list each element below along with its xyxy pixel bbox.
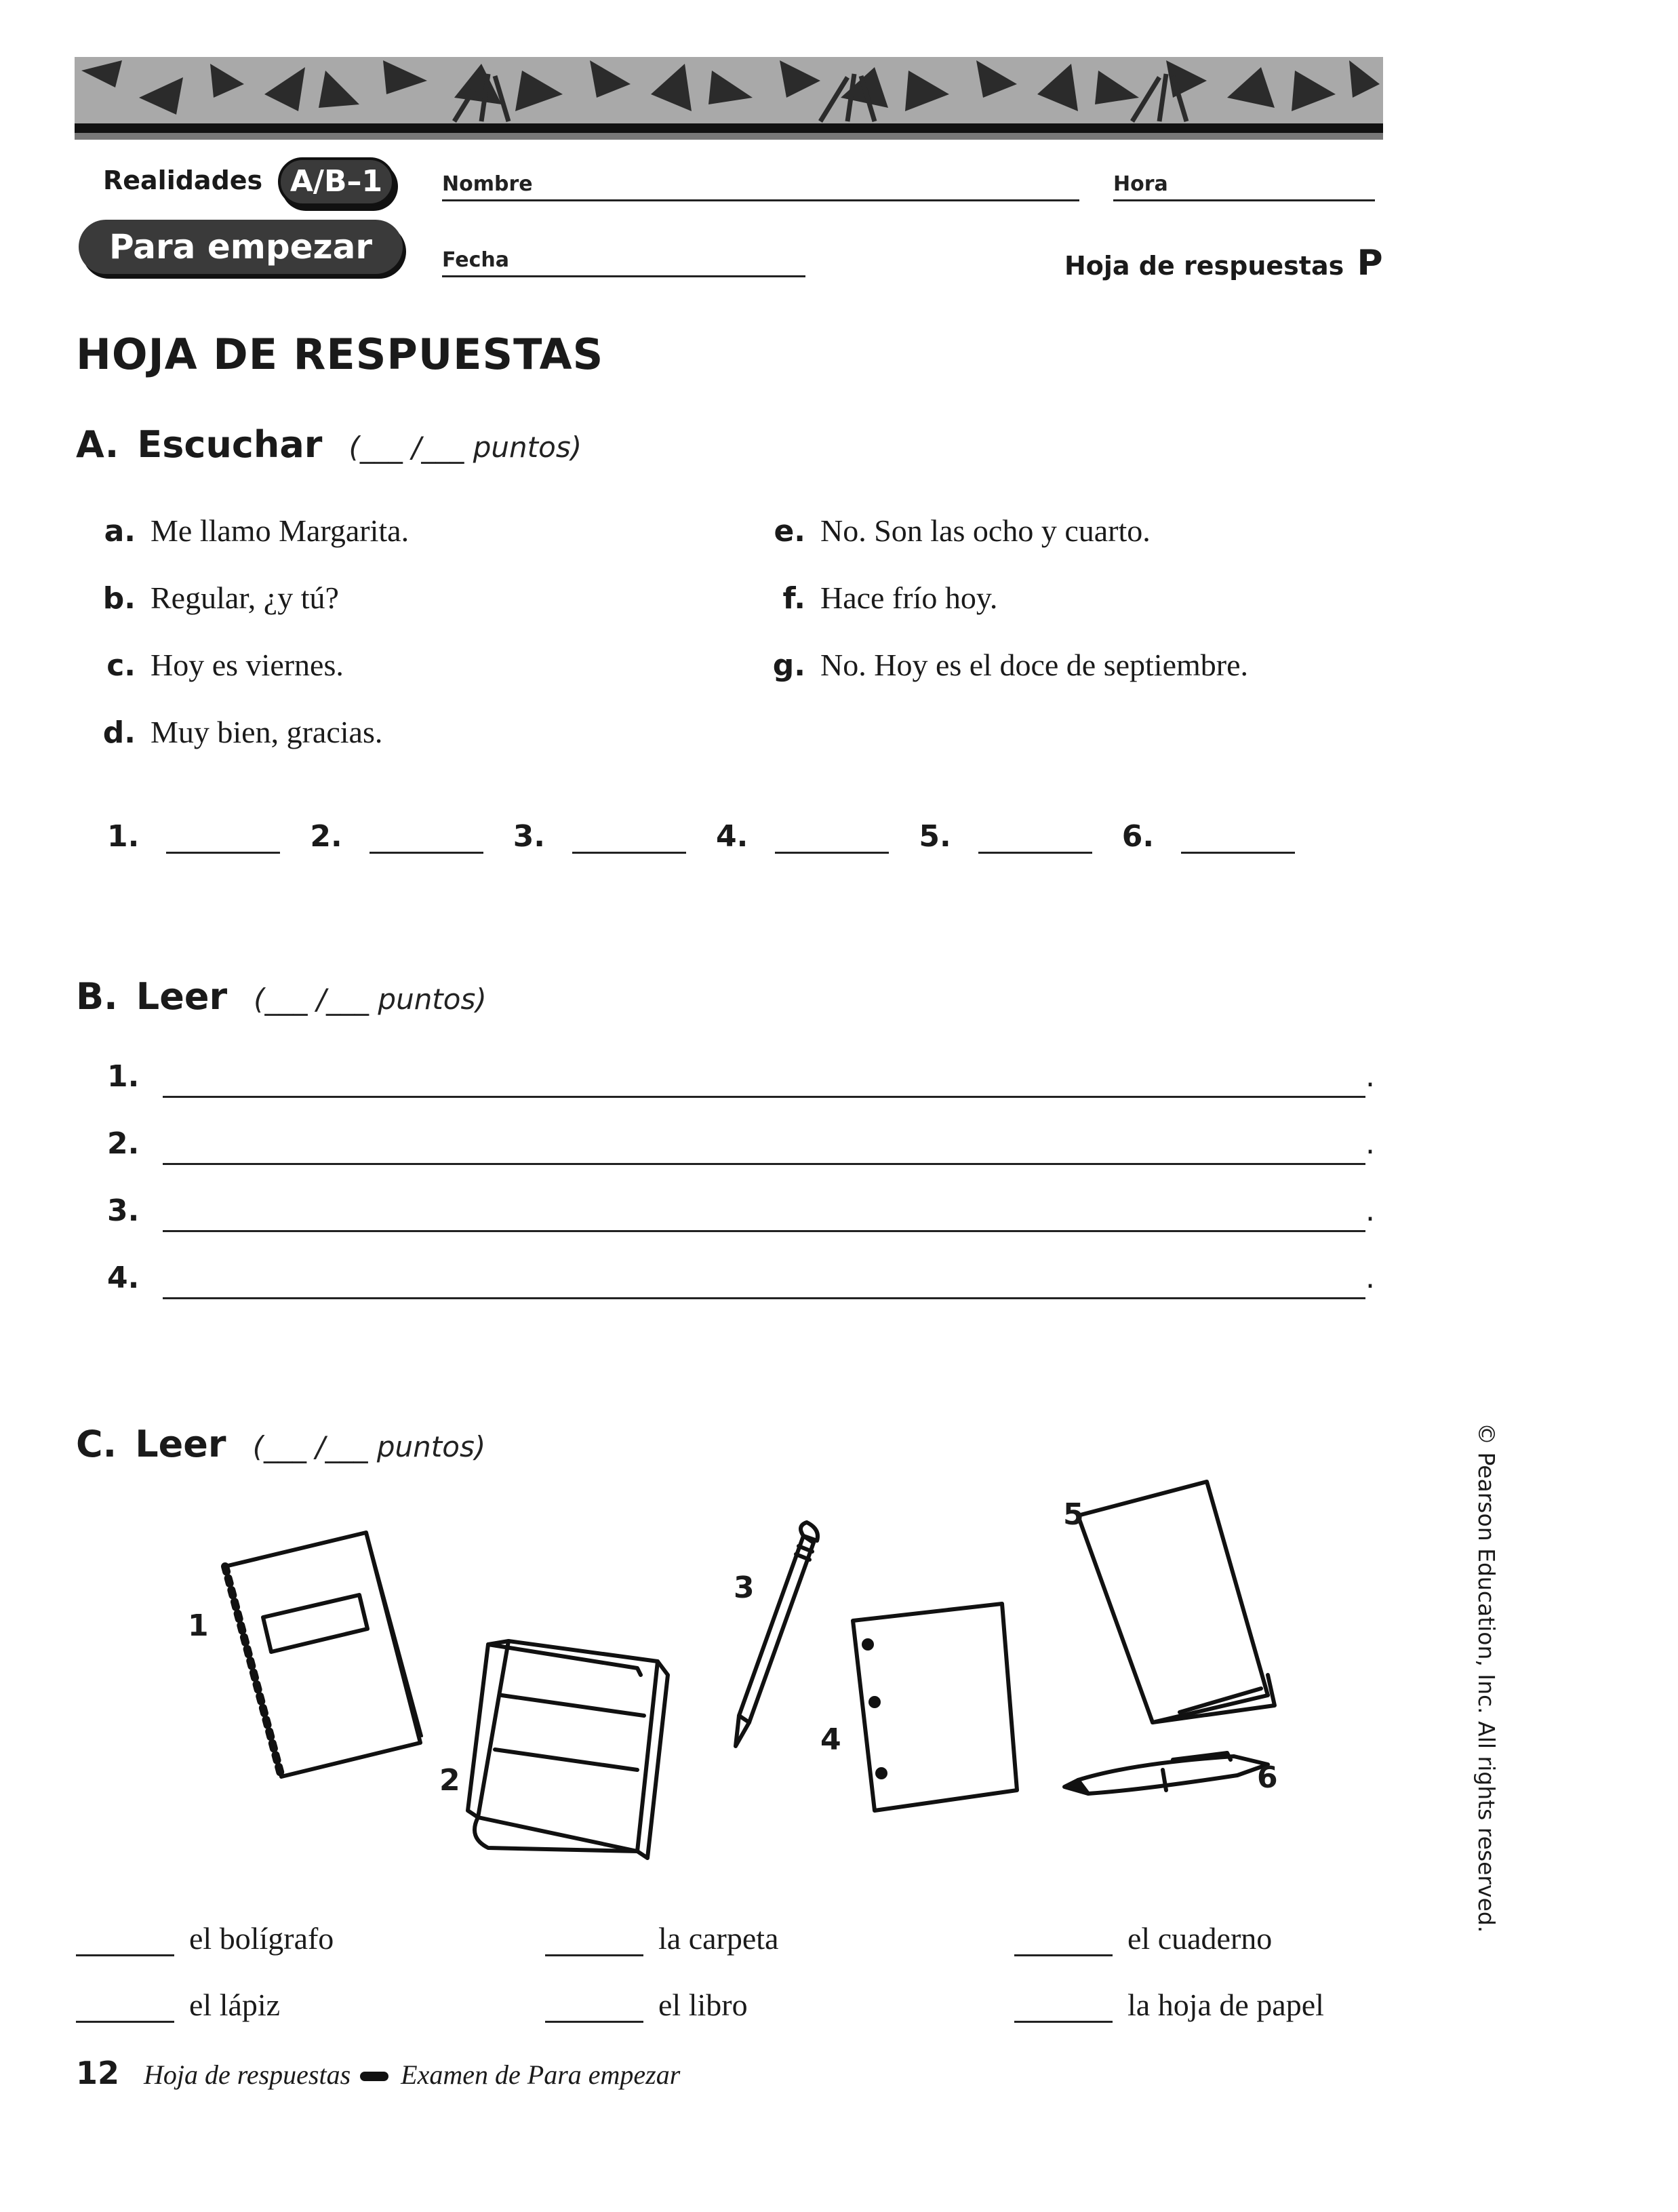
option-letter: d. [102,715,136,750]
vocab-blank[interactable] [1014,1920,1113,1956]
level-badge: A/B–1 [278,157,395,206]
section-c-points: (___ /___ puntos) [252,1430,486,1463]
answer-blank-1[interactable] [166,818,280,854]
section-a-answers [107,818,1295,854]
answer-number: 4. [716,819,748,854]
nombre-field[interactable] [442,170,1079,201]
answer-sheet-text: Hoja de respuestas [1064,251,1344,281]
vocab-item [545,1920,778,1956]
option-item [75,714,409,781]
answer-blank-2[interactable] [369,818,483,854]
option-letter: a. [104,514,136,549]
answer-number: 1. [107,819,140,854]
section-c-title: Leer [135,1423,226,1465]
option-text: Regular, ¿y tú? [151,580,339,615]
page-number: 12 [76,2055,120,2091]
section-c-letter: C. [76,1423,117,1465]
school-supplies-illustration [169,1472,1322,1878]
section-a-heading [76,423,582,466]
answer-sheet-label [1064,243,1383,283]
option-text: No. Hoy es el doce de septiembre. [820,648,1249,682]
option-letter: g. [772,648,805,683]
answer-blank-4[interactable] [775,818,889,854]
write-line-1[interactable] [163,1059,1365,1098]
fecha-label: Fecha [442,248,510,272]
row-number: 3. [107,1193,140,1228]
answer-blank-5[interactable] [978,818,1092,854]
write-row [107,1261,1375,1328]
option-text: Muy bien, gracias. [151,715,383,749]
option-item [744,647,1248,714]
vocab-word: el libro [658,1988,748,2022]
vocab-blank[interactable] [1014,1987,1113,2023]
nombre-label: Nombre [442,172,533,196]
page-footer [76,2055,680,2091]
section-a-points: (___ /___ puntos) [348,431,582,464]
option-item [744,580,1248,647]
picture-number-1: 1 [188,1608,209,1643]
vocab-blank[interactable] [545,1920,643,1956]
option-letter: e. [774,514,805,549]
paper-drawing [853,1604,1017,1811]
answer-number: 5. [919,819,951,854]
row-number: 1. [107,1059,140,1094]
section-b-heading [76,975,487,1018]
picture-number-4: 4 [820,1722,841,1757]
section-a-options-right [744,513,1248,714]
section-b-points: (___ /___ puntos) [254,983,487,1016]
write-line-3[interactable] [163,1193,1365,1232]
answer-blank-3[interactable] [572,818,686,854]
section-c-heading [76,1423,485,1465]
pencil-drawing [736,1522,818,1746]
folder-drawing [1078,1482,1275,1722]
footer-right-text: Examen de Para empezar [401,2059,681,2090]
hora-field[interactable] [1113,170,1375,201]
write-row [107,1059,1375,1126]
write-row [107,1126,1375,1193]
option-text: Hoy es viernes. [151,648,344,682]
section-a-letter: A. [76,423,119,466]
option-item [744,513,1248,580]
section-a-options-left [75,513,409,781]
series-label: Realidades [103,165,263,195]
option-letter: f. [782,581,805,616]
footer-separator [360,2072,388,2081]
row-end-mark: . [1365,1261,1375,1295]
write-line-2[interactable] [163,1126,1365,1165]
vocab-item [76,1987,280,2023]
vocab-word: el lápiz [189,1988,281,2022]
vocab-word: la hoja de papel [1127,1988,1324,2022]
option-letter: b. [102,581,136,616]
option-text: Hace frío hoy. [820,580,998,615]
picture-number-5: 5 [1063,1497,1084,1532]
write-line-4[interactable] [163,1261,1365,1299]
vocab-blank[interactable] [76,1987,174,2023]
option-item [75,647,409,714]
picture-number-3: 3 [734,1571,755,1605]
notebook-drawing [225,1533,422,1777]
header-decorative-banner [75,57,1383,140]
option-item [75,513,409,580]
book-drawing [468,1641,668,1858]
chapter-badge: Para empezar [79,220,403,274]
copyright-notice: © Pearson Education, Inc. All rights reserved. [1473,1423,1500,1933]
vocab-word: el cuaderno [1127,1921,1273,1956]
section-b-title: Leer [136,975,228,1018]
vocab-blank[interactable] [76,1920,174,1956]
vocab-item [545,1987,748,2023]
answer-number: 6. [1121,819,1155,854]
row-end-mark: . [1365,1193,1375,1228]
vocab-word: la carpeta [658,1921,779,1956]
option-item [75,580,409,647]
option-letter: c. [106,648,136,683]
vocab-word: el bolígrafo [189,1921,334,1956]
page-title: HOJA DE RESPUESTAS [76,330,604,379]
section-b-rows [107,1059,1375,1328]
vocab-blank[interactable] [545,1987,643,2023]
answer-number: 3. [513,819,546,854]
vocab-item [1014,1920,1272,1956]
vocab-item [1014,1987,1324,2023]
hora-label: Hora [1113,172,1168,196]
fecha-field[interactable] [442,245,805,277]
option-text: No. Son las ocho y cuarto. [820,513,1151,548]
row-end-mark: . [1365,1126,1375,1161]
pen-drawing [1064,1753,1268,1794]
answer-number: 2. [310,819,342,854]
picture-number-6: 6 [1257,1760,1278,1795]
write-row [107,1193,1375,1261]
answer-blank-6[interactable] [1181,818,1295,854]
row-number: 2. [107,1126,140,1161]
vocab-item [76,1920,334,1956]
section-b-letter: B. [76,975,118,1018]
row-number: 4. [107,1261,140,1295]
footer-left-text: Hoja de respuestas [144,2059,351,2090]
section-a-title: Escuchar [137,423,323,466]
row-end-mark: . [1365,1059,1375,1094]
answer-sheet-letter: P [1357,243,1383,283]
option-text: Me llamo Margarita. [151,513,409,548]
picture-number-2: 2 [439,1763,460,1798]
